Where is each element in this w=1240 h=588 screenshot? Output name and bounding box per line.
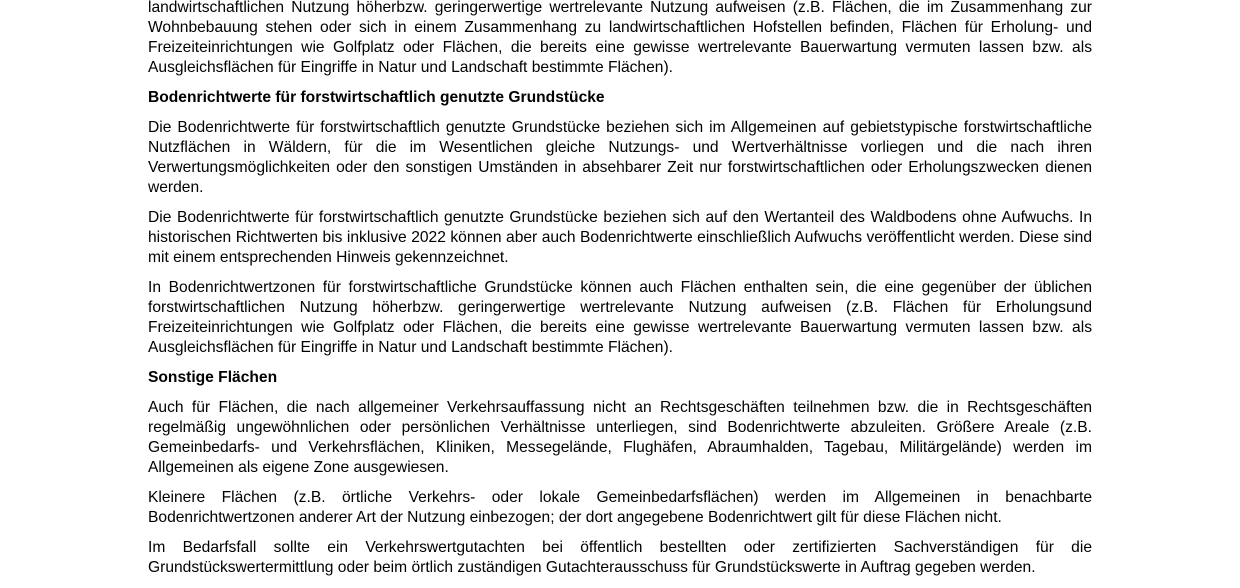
section-heading-forst: Bodenrichtwerte für forstwirtschaftlich genutzte Grundstücke <box>148 89 605 106</box>
sonstige-paragraph-1: Auch für Flächen, die nach allgemeiner Verkehrsauffassung nicht an Rechtsgeschäften teilnehmen bzw. die in Rechtsgeschäften regelmäßig ungewöhnlichen oder persönlichen Verhältnisse unterliegen, sind Bodenrichtwerte abzuleiten. Größere Areale (z.B. Gemeinbedarfs- und Verkehrsflächen, Kliniken, Messegelände, Flughäfen, Abraumhalden, Tagebau, Militärgelände) werden im Allgemeinen als eigene Zone ausgewiesen. <box>148 399 1092 476</box>
sonstige-paragraph-3: Im Bedarfsfall sollte ein Verkehrswertgutachten bei öffentlich bestellten oder zertifizierten Sachverständigen für die Grundstückswertermittlung oder beim örtlich zuständigen Gutachterausschuss für Grundstückswerte in Auftrag gegeben werden. <box>148 539 1092 576</box>
forst-paragraph-1: Die Bodenrichtwerte für forstwirtschaftlich genutzte Grundstücke beziehen sich im Allgemeinen auf gebietstypische forstwirtschaftliche Nutzflächen in Wäldern, für die im Wesentlichen gleiche Nutzungs- und Wertverhältnisse vorliegen und die nach ihren Verwertungsmöglichkeiten oder den sonstigen Umständen in absehbarer Zeit nur forstwirtschaftlichen oder Erholungszwecken dienen werden. <box>148 119 1092 196</box>
intro-paragraph: landwirtschaftlichen Nutzung höherbzw. geringerwertige wertrelevante Nutzung aufweisen (z.B. Flächen, die im Zusammenhang zur Wohnbebauung stehen oder sich in einem Zusammenhang zu landwirtschaftlichen Hofstellen befinden, Flächen für Erholung- und Freizeiteinrichtungen wie Golfplatz oder Flächen, die bereits eine gewisse wertrelevante Bauerwartung vermuten lassen bzw. als Ausgleichsflächen für Eingriffe in Natur und Landschaft bestimmte Flächen). <box>148 0 1092 76</box>
forst-paragraph-3: In Bodenrichtwertzonen für forstwirtschaftliche Grundstücke können auch Flächen enthalten sein, die eine gegenüber der üblichen forstwirtschaftlichen Nutzung höherbzw. geringerwertige wertrelevante Nutzung aufweisen (z.B. Flächen für Erholungsund Freizeiteinrichtungen wie Golfplatz oder Flächen, die bereits eine gewisse wertrelevante Bauerwartung vermuten lassen bzw. als Ausgleichsflächen für Eingriffe in Natur und Landschaft bestimmte Flächen). <box>148 279 1092 356</box>
sonstige-paragraph-2: Kleinere Flächen (z.B. örtliche Verkehrs- oder lokale Gemeinbedarfsflächen) werden im Allgemeinen in benachbarte Bodenrichtwertzonen anderer Art der Nutzung einbezogen; der dort angegebene Bodenrichtwert gilt für diese Flächen nicht. <box>148 489 1092 526</box>
forst-paragraph-2: Die Bodenrichtwerte für forstwirtschaftlich genutzte Grundstücke beziehen sich auf den Wertanteil des Waldbodens ohne Aufwuchs. In historischen Richtwerten bis inklusive 2022 können aber auch Bodenrichtwerte einschließlich Aufwuchs veröffentlicht werden. Diese sind mit einem entsprechenden Hinweis gekennzeichnet. <box>148 209 1092 266</box>
section-heading-sonstige: Sonstige Flächen <box>148 369 278 386</box>
document-page <box>148 0 1092 588</box>
